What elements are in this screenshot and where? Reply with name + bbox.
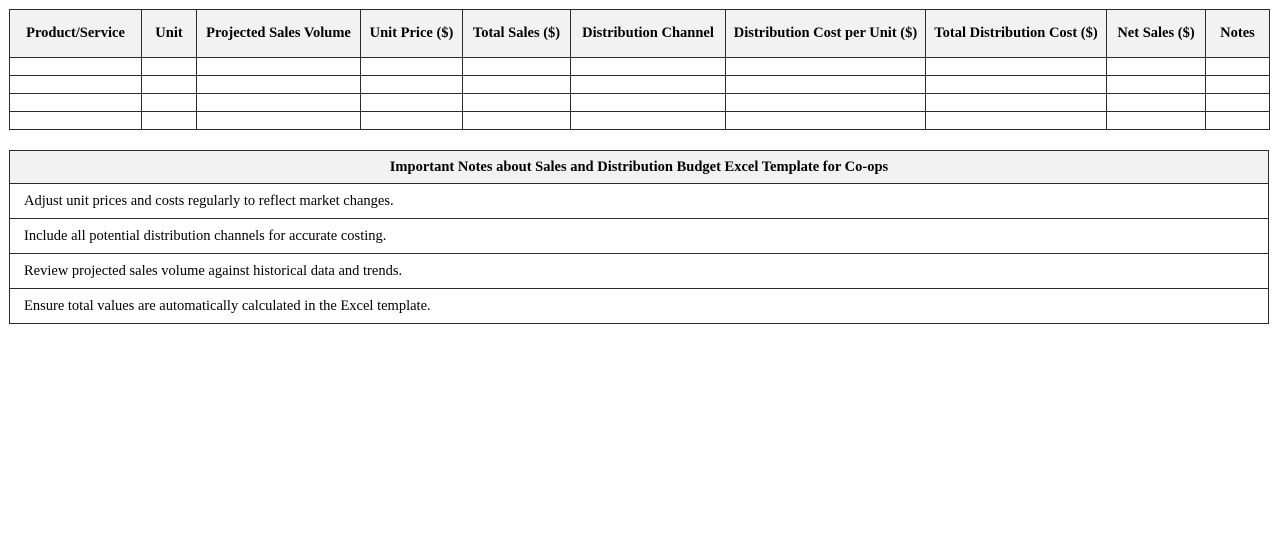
budget-cell[interactable] [142, 94, 197, 112]
budget-cell[interactable] [10, 94, 142, 112]
note-item: Adjust unit prices and costs regularly to reflect market changes. [10, 184, 1269, 219]
note-item: Ensure total values are automatically calculated in the Excel template. [10, 289, 1269, 324]
budget-cell[interactable] [361, 58, 463, 76]
column-header-product-service: Product/Service [10, 10, 142, 58]
budget-cell[interactable] [571, 58, 726, 76]
note-row [10, 219, 1269, 254]
budget-cell[interactable] [926, 58, 1107, 76]
budget-cell[interactable] [726, 94, 926, 112]
budget-cell[interactable] [1107, 94, 1206, 112]
budget-cell[interactable] [142, 112, 197, 130]
note-item: Review projected sales volume against historical data and trends. [10, 254, 1269, 289]
sales-distribution-budget-table [9, 9, 1270, 130]
notes-title-row [10, 151, 1269, 184]
column-header-total-sales: Total Sales ($) [463, 10, 571, 58]
budget-cell[interactable] [361, 112, 463, 130]
budget-cell[interactable] [361, 76, 463, 94]
column-header-unit: Unit [142, 10, 197, 58]
budget-cell[interactable] [463, 58, 571, 76]
budget-cell[interactable] [10, 112, 142, 130]
budget-cell[interactable] [1206, 112, 1270, 130]
column-header-notes: Notes [1206, 10, 1270, 58]
notes-table-title: Important Notes about Sales and Distribution Budget Excel Template for Co-ops [10, 151, 1269, 184]
budget-cell[interactable] [142, 58, 197, 76]
budget-cell[interactable] [571, 76, 726, 94]
budget-cell[interactable] [1206, 58, 1270, 76]
budget-cell[interactable] [1107, 112, 1206, 130]
note-row [10, 254, 1269, 289]
budget-cell[interactable] [926, 76, 1107, 94]
column-header-projected-sales-volume: Projected Sales Volume [197, 10, 361, 58]
budget-cell[interactable] [1107, 76, 1206, 94]
column-header-distribution-channel: Distribution Channel [571, 10, 726, 58]
budget-cell[interactable] [197, 112, 361, 130]
budget-cell[interactable] [197, 76, 361, 94]
budget-cell[interactable] [10, 76, 142, 94]
column-header-total-distribution-cost: Total Distribution Cost ($) [926, 10, 1107, 58]
note-row [10, 289, 1269, 324]
budget-cell[interactable] [463, 112, 571, 130]
budget-cell[interactable] [926, 112, 1107, 130]
column-header-distribution-cost-per-unit: Distribution Cost per Unit ($) [726, 10, 926, 58]
budget-cell[interactable] [1206, 94, 1270, 112]
budget-cell[interactable] [142, 76, 197, 94]
budget-cell[interactable] [571, 112, 726, 130]
budget-cell[interactable] [10, 58, 142, 76]
notes-table-body [10, 184, 1269, 324]
note-row [10, 184, 1269, 219]
budget-cell[interactable] [926, 94, 1107, 112]
column-header-net-sales: Net Sales ($) [1107, 10, 1206, 58]
budget-cell[interactable] [1107, 58, 1206, 76]
budget-cell[interactable] [197, 94, 361, 112]
table-row [10, 58, 1270, 76]
budget-cell[interactable] [463, 76, 571, 94]
column-header-unit-price: Unit Price ($) [361, 10, 463, 58]
notes-table-container [9, 150, 1269, 324]
table-row [10, 94, 1270, 112]
budget-cell[interactable] [361, 94, 463, 112]
budget-cell[interactable] [726, 112, 926, 130]
budget-table-container [9, 9, 1269, 130]
budget-cell[interactable] [1206, 76, 1270, 94]
table-row [10, 76, 1270, 94]
budget-cell[interactable] [571, 94, 726, 112]
note-item: Include all potential distribution channels for accurate costing. [10, 219, 1269, 254]
budget-cell[interactable] [726, 76, 926, 94]
notes-table-header [10, 151, 1269, 184]
budget-cell[interactable] [726, 58, 926, 76]
table-row [10, 112, 1270, 130]
budget-cell[interactable] [197, 58, 361, 76]
budget-cell[interactable] [463, 94, 571, 112]
budget-table-body [10, 58, 1270, 130]
important-notes-table [9, 150, 1269, 324]
budget-table-header [10, 10, 1270, 58]
budget-header-row [10, 10, 1270, 58]
